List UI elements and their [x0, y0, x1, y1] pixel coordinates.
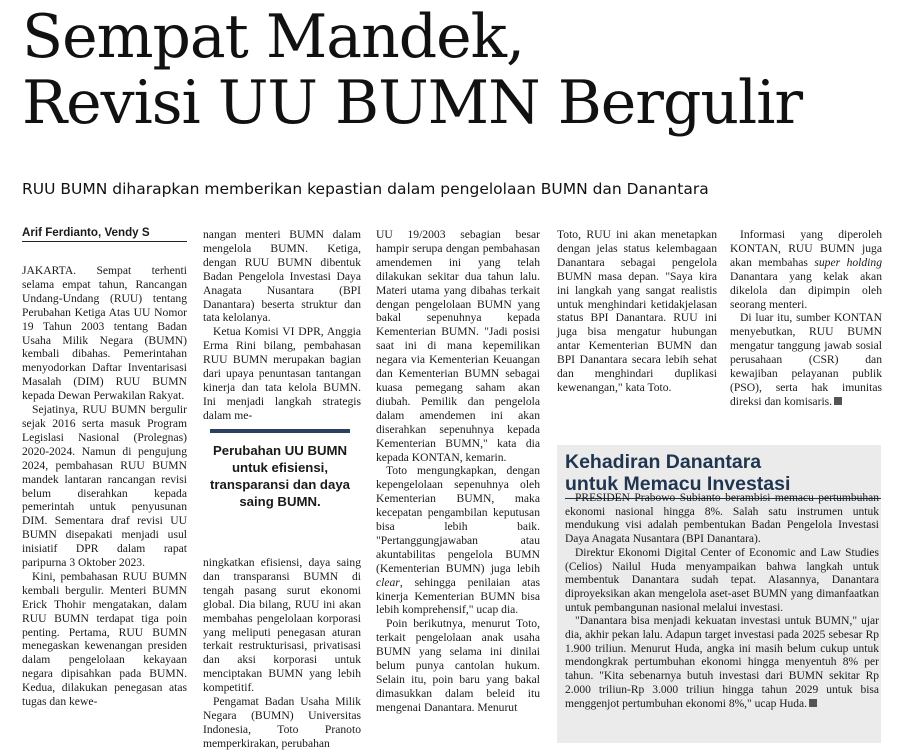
emphasis: super holding [814, 255, 882, 269]
column-5 [730, 228, 882, 409]
paragraph: ningkatkan efisiensi, daya saing dan transparansi BUMN di tengah pasang surut ekonomi global. Dia bilang, RUU ini akan membahas pengelolaan korporasi yang meliputi penegasan aturan terkait restrukturisasi, privatisasi dan aksi korporasi untuk menciptakan BUMN yang lebih kompetitif. [203, 556, 361, 695]
box-body [565, 492, 879, 711]
box-title-line-1: Kehadiran Danantara [565, 451, 762, 473]
column-2-bottom [203, 556, 361, 751]
paragraph: PRESIDEN Prabowo Subianto berambisi memacu pertumbuhan ekonomi nasional hingga 8%. Salah satu instrumen untuk mendukung visi adalah pembentukan Badan Pengelola Investasi Daya Anagata Nusantara (BPI Danantara). [565, 492, 879, 546]
headline-line-1: Sempat Mandek, [22, 2, 525, 72]
column-1 [22, 264, 187, 709]
box-title [565, 451, 790, 495]
paragraph: Ketua Komisi VI DPR, Anggia Erma Rini bilang, pembahasan RUU BUMN merupakan bagian dari upaya penuntasan tantangan kinerja dan tata kelola BUMN. Ini menjadi langkah strategis dalam me- [203, 325, 361, 422]
emphasis: clear [376, 575, 400, 589]
paragraph [565, 615, 879, 711]
paragraph [730, 228, 882, 311]
column-4 [557, 228, 717, 395]
paragraph: Sejatinya, RUU BUMN bergulir sejak 2016 serta masuk Program Legislasi Nasional (Prolegnas) 2020-2024. Namun di pengujung 2024, pembahasan RUU BUMN mandek lantaran rancangan revisi belum diserahkan kepada pemerintah untuk penyusunan DIM. Sementara draf revisi UU BUMN disepakati menjadi usul inisiatif DPR dalam rapat paripurna 3 Oktober 2023. [22, 403, 187, 570]
text-run: Di luar itu, sumber KONTAN menyebutkan, RUU BUMN mengatur tanggung jawab sosial perusahaan (CSR) dan kewajiban pelayanan publik (PSO), serta hak imunitas direksi dan komisaris. [730, 311, 882, 408]
sidebar-box [557, 445, 881, 743]
column-3 [376, 228, 540, 715]
pull-quote: Perubahan UU BUMN untuk efisiensi, transparansi dan daya saing BUMN. [210, 429, 350, 510]
paragraph: JAKARTA. Sempat terhenti selama empat tahun, Rancangan Undang-Undang (RUU) tentang Perubahan Ketiga Atas UU Nomor 19 Tahun 2003 tentang Badan Usaha Milik Negara (BUMN) kembali dibahas. Pemerintahan menyodorkan Daftar Inventarisasi Masalah (DIM) RUU BUMN kepada Dewan Perwakilan Rakyat. [22, 264, 187, 403]
subheadline: RUU BUMN diharapkan memberikan kepastian dalam pengelolaan BUMN dan Danantara [22, 180, 709, 198]
text-run: , sehingga penilaian atas kinerja Kementerian BUMN bisa lebih komprehensif," ucap dia. [376, 575, 540, 617]
paragraph [730, 311, 882, 408]
paragraph: Toto, RUU ini akan menetapkan dengan jelas status kelembagaan Danantara sebagai pengelola BUMN masa depan. "Saya kira ini langkah yang sangat realistis untuk menghindari ketidakjelasan status BPI Danantara. RUU ini juga bisa mengatur hubungan antar Kementerian BUMN dan BPI Danantara secara lebih sehat dan menghindari duplikasi kewenangan," kata Toto. [557, 228, 717, 394]
paragraph: Poin berikutnya, menurut Toto, terkait pengelolaan anak usaha BUMN yang selama ini dinilai belum punya cantolan hukum. Selain itu, poin baru yang bakal dimasukkan dalam beleid itu mengenai Danantara. Menurut [376, 617, 540, 714]
headline [22, 4, 882, 136]
paragraph: Direktur Ekonomi Digital Center of Economic and Law Studies (Celios) Nailul Huda menyampaikan bahwa langkah untuk membentuk Danantara sudah tepat. Alasannya, Danantara diproyeksikan akan mengelola aset-aset BUMN yang dimanfaatkan untuk pembangunan nasional melalui investasi. [565, 546, 879, 614]
paragraph: nangan menteri BUMN dalam mengelola BUMN. Ketiga, dengan RUU BUMN dibentuk Badan Pengelola Investasi Daya Anagata Nusantara (BPI Danantara) beserta struktur dan tata kelolanya. [203, 228, 361, 325]
text-run: Informasi yang diperoleh KONTAN, RUU BUMN juga akan membahas [730, 228, 882, 269]
paragraph: Pengamat Badan Usaha Milik Negara (BUMN) Universitas Indonesia, Toto Pranoto memperkirakan, perubahan [203, 695, 361, 750]
paragraph: UU 19/2003 sebagian besar hampir serupa dengan pembahasan amendemen ini yang telah dilakukan sekitar dua tahun lalu. Materi utama yang dibahas terkait dengan pengelolaan BUMN yang bakal sepenuhnya kepada Kementerian BUMN. "Jadi posisi saat ini di mana kepemilikan negara via Kementerian Keuangan dan Kementerian BUMN sebagai kuasa pemegang saham akan diubah. Pemilik dan pengelola dalam amendemen ini akan diserahkan sepenuhnya kepada Kementerian BUMN," kata dia kepada KONTAN, kemarin. [376, 228, 540, 464]
end-mark-icon [809, 699, 817, 707]
text-run: "Danantara bisa menjadi kekuatan investasi untuk BUMN," ujar dia, akhir pekan lalu. Adapun target investasi pada 2025 sebesar Rp 1.900 triliun. Menurut Huda, angka ini masih belum cukup untuk mendongkrak pertumbuhan ekonomi hingga menyentuh 8% per tahun. "Kita sebenarnya butuh investasi dari BUMN sekitar Rp 2.000 triliun-Rp 3.000 triliun hingga tahun 2029 untuk bisa menggenjot pertumbuhan ekonomi 8%," ucap Huda. [565, 615, 879, 710]
text-run: Danantara yang kelak akan dikelola dan dipimpin oleh seorang menteri. [730, 269, 882, 311]
text-run: Toto mengungkapkan, dengan kepengelolaan sepenuhnya oleh Kementerian BUMN, maka kecepatan pengambilan keputusan bisa lebih baik. "Pertanggungjawaban atau akuntabilitas pengelola BUMN (Kementerian BUMN) juga lebih [376, 464, 540, 575]
box-title-line-2: untuk Memacu Investasi [565, 473, 791, 495]
paragraph: Kini, pembahasan RUU BUMN kembali bergulir. Menteri BUMN Erick Thohir mengatakan, dalam RUU BUMN terdapat tiga poin penting. Pertama, RUU BUMN menegaskan kewenangan presiden dalam pengelolaan kekayaan negara dipisahkan pada BUMN. Kedua, dilakukan penegasan atas tugas dan kewe- [22, 569, 187, 709]
byline: Arif Ferdianto, Vendy S [22, 226, 187, 242]
paragraph [376, 464, 540, 617]
headline-line-2: Revisi UU BUMN Bergulir [22, 68, 803, 138]
end-mark-icon [834, 397, 842, 405]
column-2-top [203, 228, 361, 423]
